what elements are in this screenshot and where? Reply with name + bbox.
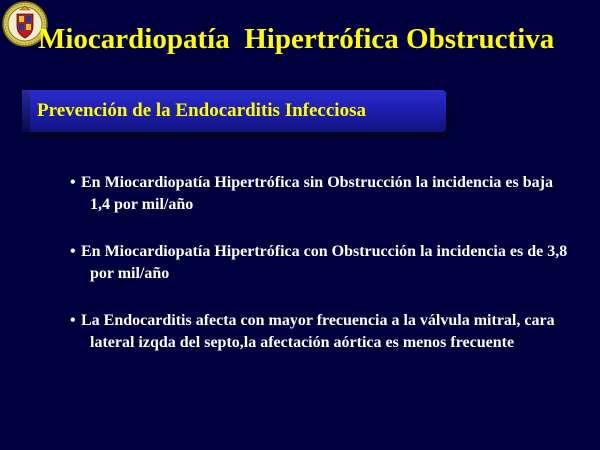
bullet-text: La Endocarditis afecta con mayor frecuencia a la válvula mitral, cara lateral izqda del septo,la afectación aórtica es menos frecuente	[81, 312, 555, 351]
subtitle-banner	[22, 90, 446, 132]
bullet-text: En Miocardiopatía Hipertrófica sin Obstrucción la incidencia es baja 1,4 por mil/año	[81, 174, 553, 213]
bullet-marker: •	[70, 174, 76, 191]
slide-subtitle: Prevención de la Endocarditis Infecciosa	[37, 100, 366, 121]
bullet-item	[70, 310, 570, 354]
slide-title: Miocardiopatía Hipertrófica Obstructiva	[38, 23, 555, 55]
bullet-item	[70, 241, 570, 285]
bullet-list	[70, 172, 570, 379]
bullet-text: En Miocardiopatía Hipertrófica con Obstrucción la incidencia es de 3,8 por mil/año	[81, 243, 568, 282]
bullet-marker: •	[70, 312, 76, 329]
bullet-item	[70, 172, 570, 216]
bullet-marker: •	[70, 243, 76, 260]
